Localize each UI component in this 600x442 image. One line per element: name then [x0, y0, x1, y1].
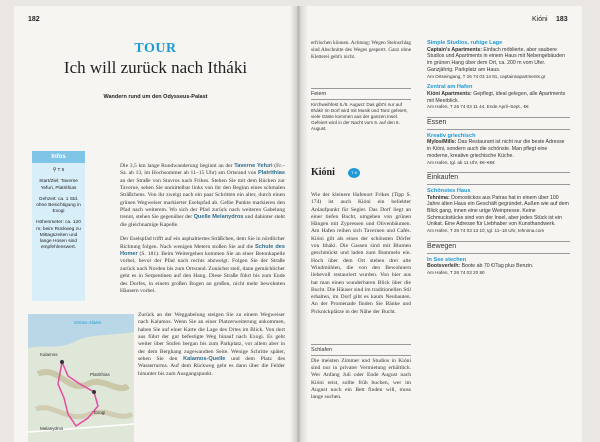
body-text: (S. 181). Beim Weitergehen kommen Sie an einer Betonkapelle vorbei, bevor der Pfad nach rechts abzweigt. Folgen Sie der Straße zurück nach Norden bis zum Ortsrand. Zunächst steil, dann gemächlicher geht es in Serpentinen auf den Hang. Diese Straße führt bis zum Ende des Dorfes, in einem großen Bogen an großen, nicht mehr bewohnten Häusern vorbei. — [120, 251, 285, 294]
body-text: Der Eselspfad trifft auf ein asphaltiertes Sträßchen, dem Sie in nördlicher Richtung folgen. Nach wenigen Metern stoßen Sie auf die — [120, 236, 285, 250]
listings-column — [427, 40, 570, 277]
listing-name: Kióni Apartments: — [427, 90, 472, 97]
right-page — [299, 6, 582, 442]
info-item: ⚲ T 5 — [52, 168, 65, 174]
listing-title: Simple Studios, ruhige Lage — [427, 40, 503, 46]
listing-name: Tehnima: — [427, 194, 450, 201]
body-text: Die 3,5 km lange Rundwanderung beginnt an der — [120, 163, 235, 169]
fest-text: Kirchweihfest 5./6. August: Das gibt's nur auf Itháki! Im Dorf wird mit Musik und Tanz gefeiert, viele Gäste kommen aus der ganzen Insel. Gefeiert wird in der Nacht vom 5. auf den 6. August. — [311, 102, 408, 131]
listing-title: Kreativ griechisch — [427, 132, 476, 139]
section-title-kioni: Kióni — [311, 167, 335, 178]
highlight-term: Kalamos-Quelle — [183, 356, 226, 363]
body-text: an der Straße von Stavros nach Frikes. Stehen Sie mit dem Rücken zur Taverne, sehen Sie unmittelbar links von ihr den Beginn eines schmalen Sträßchens. Von ihr zweigt nach ein paar Schritten ein alter, durch einen grünen Wegweiser markierter Eselspfad ab. Gelbe Punkte markieren den Pfad nach weiterem. Wo sich der Pfad zurück nach weiteren Gabelung trennt, stehen Sie gegenüber der — [120, 177, 285, 221]
fest-head: Feiern — [311, 91, 327, 97]
left-page — [14, 6, 297, 442]
map-badge: T 6 — [348, 168, 360, 178]
info-box-header: Infos — [32, 151, 85, 163]
schlafen-head: Schlafen — [311, 347, 332, 353]
section-head-essen: Essen — [427, 117, 570, 130]
intro-text: erfrischen können. Achtung: Wegen Steinschlag sind Abschnitte des Weges gesperrt. Ganz ohne Kletterei geht's nicht. — [311, 40, 411, 60]
listing-text: Einfach möblierte, aber saubere Studios und Apartments in einem Haus mit Nebengebäuden im grünen Hang über dem Ort, ca. 200 m vom Ufer. Ganzjährig. Parkplatz am Haus. — [427, 46, 565, 73]
listing-address: Am Hafen, T 26 74 03 11 44, Ende April–Sept., €€ — [427, 104, 529, 110]
highlight-term: Schule des Homer — [120, 243, 285, 258]
listing-address: Am Hafen, T 26 74 03 13 10, tgl. 11–18 Uhr, tehnima.com — [427, 228, 545, 234]
listing-title: Zentral am Hafen — [427, 84, 473, 91]
info-item: Start/Ziel: Taverne Yefuri, Platrithias — [39, 179, 78, 191]
running-head: Kióni — [532, 16, 548, 23]
listing-text: Domostickos aus Patras hat in einem über 100 Jahre alten Haus ein Geschäft gegründet. Außen wie auf dem Blick gang, innen eine urige Weinpresse. Keine Schmuckstücke sind von der Insel, aber jedes Stück ist ein Unikat. Eine Adresse für Liebhaber von Kunsthandwerk. — [427, 194, 569, 228]
tour-title: Ich will zurück nach Itháki — [63, 58, 248, 77]
listing-title: Schönstes Haus — [427, 187, 471, 194]
listing-name: Captain's Apartments: — [427, 46, 482, 53]
listing-address: Am Ortseingang, T 26 74 03 14 81, captainsapartments.gr — [427, 73, 546, 79]
listing-text: Boote ab 70 €/Tag plus Benzin. — [461, 263, 534, 270]
listing-name: Bootsverleih: — [427, 263, 461, 270]
info-item: Höhenmeter: ca. 120 m; beim Rückweg zu Mittagszeiten und lange Hosen sind empfehlenswert. — [36, 220, 81, 251]
map-label: Platrithias — [90, 372, 110, 377]
listing-title: In See stechen — [427, 256, 467, 263]
highlight-term: Quelle Melanydros — [193, 214, 244, 221]
book-gutter — [290, 6, 308, 442]
body-text: und dahinter steht die gleichnamige Kapelle. — [120, 214, 285, 228]
map-label: Kalamos — [40, 352, 58, 357]
schlafen-box — [311, 344, 411, 401]
tour-text-column-2 — [138, 312, 285, 378]
tour-subtitle: Wandern rund um den Odysseus-Palast — [103, 94, 208, 100]
kioni-text: Wie der kleinere Hafenort Frikes (Tipp S. 174) ist auch Kióni ein beliebter Anlaufpunkt für Segler. Das Dorf liegt an einer tiefen Bucht, umgeben von grünen Hängen mit Zypressen und Olivenbäumen. Am Hafen reihen sich Tavernen und Cafés. Kióni gilt als eines der schönsten Dörfer von Itháki. Die Gassen sind mit Blumen geschmückt und laden zum Bummeln ein. Hoch über dem Ort stehen drei alte Windmühlen, die von den Bewohnern liebevoll restauriert wurden. Von hier aus hat man einen wunderbaren Blick über die Bucht. Die Häuser sind im traditionellen Stil erhalten, im Dorf gibt es kaum Neubauten. An der Promenade finden Sie Bänke und Picknickplätze in der Nähe der Bucht. — [311, 192, 411, 315]
listing-name: Mylos/Mills: — [427, 139, 457, 146]
page-number-left: 182 — [28, 16, 40, 23]
listing-text: Gepflegt, ideal gelegen, alle Apartments mit Meerblick. — [427, 90, 566, 104]
info-box — [32, 151, 85, 301]
section-head-einkaufen: Einkaufen — [427, 172, 570, 185]
section-head-bewegen: Bewegen — [427, 241, 570, 254]
map-label: Ormos Afales — [74, 320, 102, 325]
tour-text-column — [120, 163, 285, 295]
page-number-right: 183 — [556, 16, 568, 23]
map-graphic — [28, 314, 134, 442]
listing-address: Am Hafen, tgl. ab 11 Uhr, €€–€€€ — [427, 159, 495, 165]
schlafen-text: Die meisten Zimmer und Studios in Kióni sind nur in privater Vermietung erhältlich. Wer Anfang Juli oder Ende August nach Kióni reist, sollte früh buchen, wer im August noch ein Bett finden will, muss lange suchen. — [311, 358, 411, 401]
map-label: Exogi — [94, 410, 106, 415]
tour-label: TOUR — [134, 41, 177, 56]
tour-map — [28, 314, 134, 442]
map-label: Melanydros — [40, 426, 64, 431]
fest-box — [311, 88, 411, 132]
listing-address: Am Hafen, T 26 74 03 20 90 — [427, 269, 485, 275]
highlight-term: Taverne Yefuri — [234, 163, 273, 169]
body-text: und dem Platz des Wasserturms. Auf dem Rückweg geht es dann über die Felder hinunter bis zum Ausgangspunkt. — [138, 356, 285, 377]
highlight-term: Platrithias — [257, 170, 285, 177]
listing-text: Das Restaurant ist nicht nur die beste Adresse in Kióni, sondern auch die schönste. Man pflegt eine moderne, kreative griechische Küche. — [427, 139, 565, 159]
body-text: Zurück an der Weggabelung steigen Sie zu einem Wegweiser nach Kalamos. Wenn Sie an einer Platzerweiterung ankommen, haben Sie auf einer Karte die Lage des Ortes im Blick. Von dort aus führt der gut befestigte Weg hinauf nach Exogi. Es geht weiter über Stufen bergan bis zum Parkplatz, vor allem aber in der dem Berghang zugewandten Seite. Wenige Schritte später, sehen Sie den — [138, 312, 285, 363]
body-text: (Fr.–Sa. ab 13, im Hochsommer ab 11–15 Uhr) am Ortsrand von — [120, 163, 285, 177]
info-item: Gehzeit: ca. 1 Std. ohne Besichtigung in Exogi — [36, 196, 81, 215]
